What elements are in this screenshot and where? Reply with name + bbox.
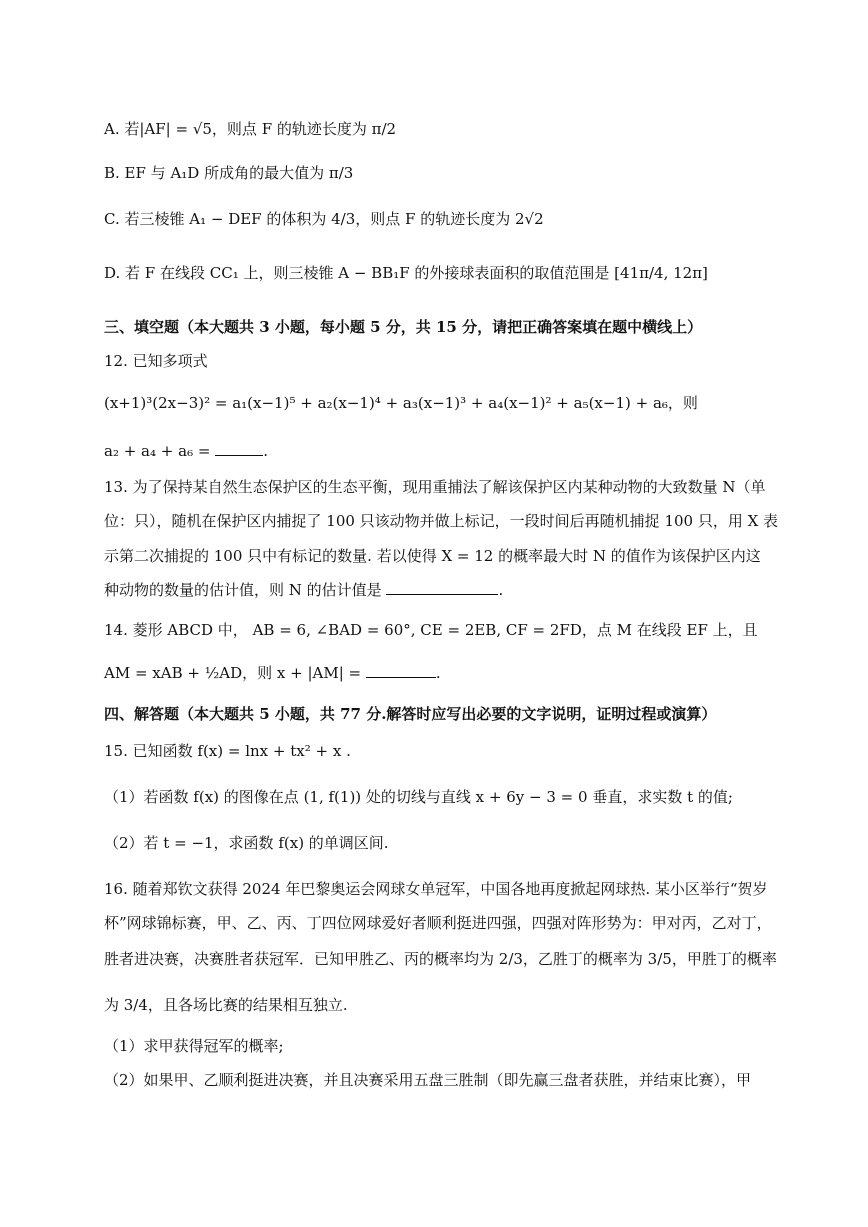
q12-ask: a₂ + a₄ + a₆ = . <box>104 442 268 460</box>
q16-line-2: 杯”网球锦标赛，甲、乙、丙、丁四位网球爱好者顺利挺进四强，四强对阵形势为：甲对丙，乙对丁， <box>104 914 772 932</box>
section-3-heading: 三、填空题（本大题共 3 小题，每小题 5 分，共 15 分，请把正确答案填在题中横线上） <box>104 318 703 336</box>
q13-answer-blank[interactable] <box>386 580 498 595</box>
q14-answer-blank[interactable] <box>366 663 436 678</box>
q13-line-4: 种动物的数量的估计值，则 N 的估计值是 . <box>104 581 504 599</box>
q14-line-2: AM = xAB + ½AD，则 x + |AM| = . <box>104 664 441 682</box>
q13-line-2: 位：只），随机在保护区内捕捉了 100 只该动物并做上标记，一段时间后再随机捕捉 100 只，用 X 表 <box>104 512 779 530</box>
option-c: C. 若三棱锥 A₁ − DEF 的体积为 4/3，则点 F 的轨迹长度为 2√2 <box>104 210 544 228</box>
q12-intro: 12. 已知多项式 <box>104 352 208 370</box>
q15-part-1: （1）若函数 f(x) 的图像在点 (1, f(1)) 处的切线与直线 x + 6y − 3 = 0 垂直，求实数 t 的值; <box>104 788 733 806</box>
q13-line-1: 13. 为了保持某自然生态保护区的生态平衡，现用重捕法了解该保护区内某种动物的大致数量 N（单 <box>104 478 766 496</box>
q12-ask-text: a₂ + a₄ + a₆ = <box>104 442 211 460</box>
q13-ask-text: 种动物的数量的估计值，则 N 的估计值是 <box>104 581 382 599</box>
q16-line-3: 胜者进决赛，决赛胜者获冠军．已知甲胜乙、丙的概率均为 2/3，乙胜丁的概率为 3/5，甲胜丁的概率 <box>104 950 777 968</box>
q15-stem: 15. 已知函数 f(x) = lnx + tx² + x . <box>104 742 351 760</box>
q16-line-4: 为 3/4，且各场比赛的结果相互独立. <box>104 996 348 1014</box>
q12-polynomial: (x+1)³(2x−3)² = a₁(x−1)⁵ + a₂(x−1)⁴ + a₃(x−1)³ + a₄(x−1)² + a₅(x−1) + a₆，则 <box>104 394 698 412</box>
q13-line-3: 示第二次捕捉的 100 只中有标记的数量. 若以使得 X = 12 的概率最大时 N 的值作为该保护区内这 <box>104 547 761 565</box>
q15-part-2: （2）若 t = −1，求函数 f(x) 的单调区间. <box>104 834 389 852</box>
q16-part-1: （1）求甲获得冠军的概率; <box>104 1037 284 1055</box>
q14-line-1: 14. 菱形 ABCD 中， AB = 6, ∠BAD = 60°, CE = 2EB, CF = 2FD，点 M 在线段 EF 上，且 <box>104 621 758 639</box>
option-b: B. EF 与 A₁D 所成角的最大值为 π/3 <box>104 164 354 182</box>
option-d: D. 若 F 在线段 CC₁ 上，则三棱锥 A − BB₁F 的外接球表面积的取值范围是 [41π/4, 12π] <box>104 264 708 282</box>
q16-line-1: 16. 随着郑钦文获得 2024 年巴黎奥运会网球女单冠军，中国各地再度掀起网球热. 某小区举行“贺岁 <box>104 880 768 898</box>
option-a: A. 若|AF| = √5，则点 F 的轨迹长度为 π/2 <box>104 120 397 138</box>
q14-ask-text: AM = xAB + ½AD，则 x + |AM| = <box>104 664 362 682</box>
q12-answer-blank[interactable] <box>215 441 263 456</box>
section-4-heading: 四、解答题（本大题共 5 小题，共 77 分.解答时应写出必要的文字说明，证明过程或演算） <box>104 705 717 723</box>
q16-part-2: （2）如果甲、乙顺利挺进决赛，并且决赛采用五盘三胜制（即先赢三盘者获胜，并结束比赛），甲 <box>104 1071 752 1089</box>
